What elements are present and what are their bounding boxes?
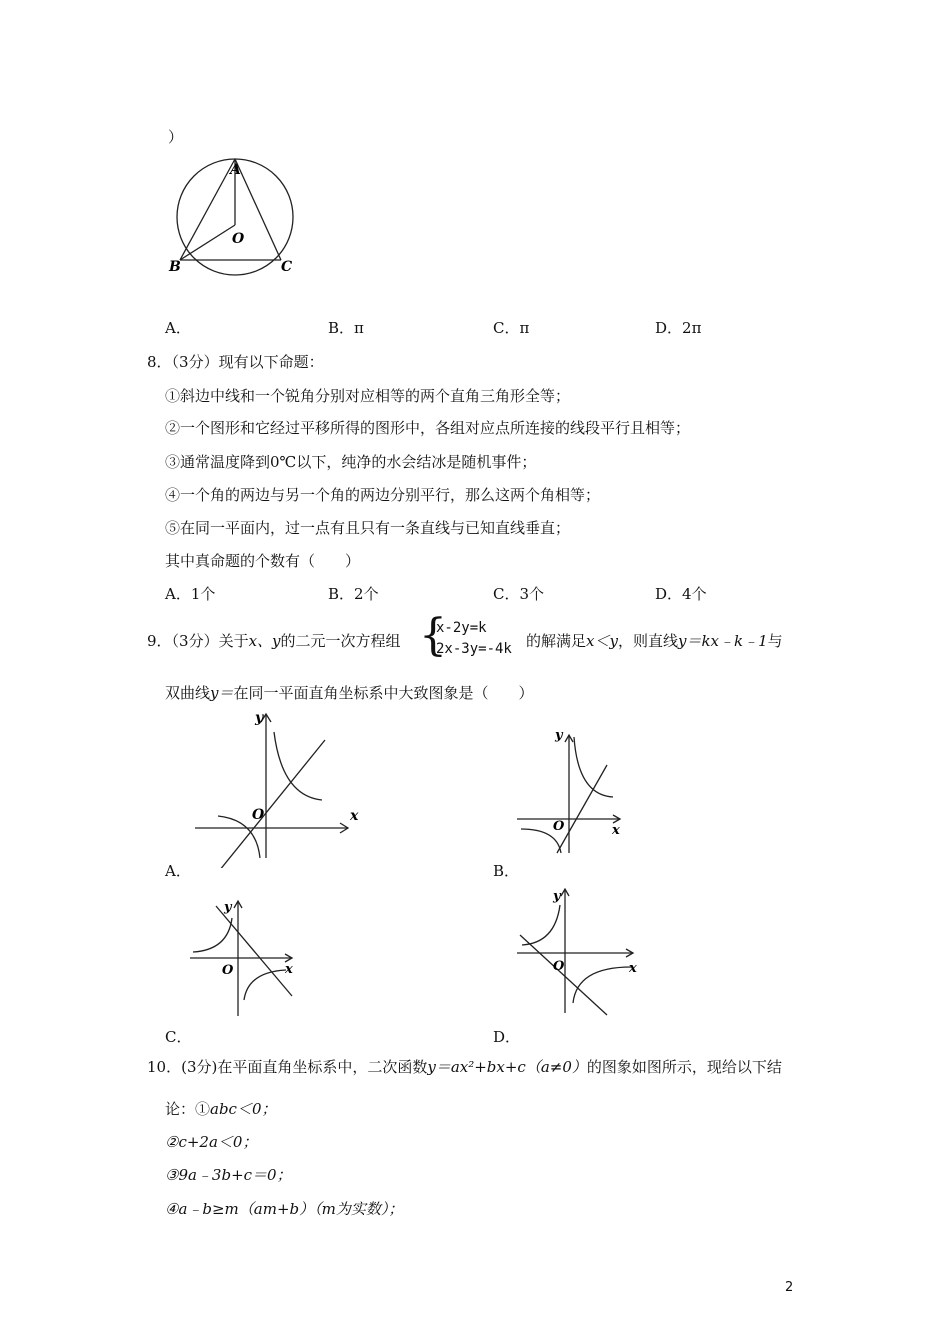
q8-option-d: D．4个 — [655, 585, 707, 603]
q10-conclusion-1: 论：①abc＜0； — [165, 1100, 277, 1118]
svg-text:y: y — [553, 889, 561, 904]
q8-item-4: ④一个角的两边与另一个角的两边分别平行，那么这两个角相等； — [165, 486, 601, 504]
q9-stem-line1: 9．（3分）关于x、y的二元一次方程组 — [147, 632, 401, 650]
q10-stem-line1: 10．(3分)在平面直角坐标系中，二次函数y＝ax²+bx+c（a≠0）的图象如图所示，现给以下结 — [147, 1058, 782, 1076]
q8-option-a: A．1个 — [165, 585, 216, 603]
svg-text:y: y — [224, 900, 232, 915]
q7-option-d: D．2π — [655, 319, 702, 337]
q7-option-a: A． — [165, 319, 191, 337]
graph-b — [515, 725, 630, 855]
svg-text:O: O — [222, 963, 234, 978]
label-c: C — [281, 259, 293, 275]
q9-stem-line1-cont: 的解满足x＜y，则直线y＝kx﹣k﹣1与 — [526, 632, 783, 650]
q8-item-2: ②一个图形和它经过平移所得的图形中，各组对应点所连接的线段平行且相等； — [165, 419, 691, 437]
q9-option-a: A． — [165, 862, 191, 880]
q8-item-3: ③通常温度降到0℃以下，纯净的水会结冰是随机事件； — [165, 453, 537, 471]
label-b: B — [169, 259, 181, 275]
continuation-paren: ） — [168, 128, 184, 146]
svg-text:x: x — [612, 823, 620, 838]
q10-conclusion-2: ②c+2a＜0； — [165, 1133, 258, 1151]
q8-stem: 8．（3分）现有以下命题： — [147, 353, 324, 371]
system-equations — [436, 618, 512, 660]
svg-text:y: y — [255, 710, 264, 726]
q9-option-c: C． — [165, 1028, 192, 1046]
graph-a — [190, 708, 370, 868]
svg-text:y: y — [555, 728, 563, 743]
equation-2: 2x-3y=-4k — [436, 641, 512, 657]
q9-option-d: D． — [493, 1028, 521, 1046]
system-brace: { — [419, 610, 447, 661]
graph-d — [515, 885, 643, 1020]
q9-option-b: B． — [493, 862, 520, 880]
graph-c — [188, 896, 303, 1020]
q7-circle-figure — [160, 155, 310, 285]
svg-text:x: x — [629, 961, 637, 976]
q8-question: 其中真命题的个数有（ ） — [165, 552, 361, 570]
radius-ob — [180, 225, 235, 260]
q7-option-c: C．π — [493, 319, 530, 337]
svg-text:O: O — [553, 819, 565, 834]
svg-text:x: x — [350, 808, 359, 824]
page-number: 2 — [785, 1280, 794, 1295]
q10-conclusion-4: ④a﹣b≥m（am+b）（m为实数）； — [165, 1200, 404, 1218]
q8-item-5: ⑤在同一平面内，过一点有且只有一条直线与已知直线垂直； — [165, 519, 571, 537]
svg-text:x: x — [285, 962, 293, 977]
q8-item-1: ①斜边中线和一个锐角分别对应相等的两个直角三角形全等； — [165, 387, 571, 405]
label-o: O — [232, 231, 245, 247]
label-a: A — [230, 162, 241, 178]
q7-option-b: B．π — [328, 319, 364, 337]
q8-option-c: C．3个 — [493, 585, 545, 603]
equation-1: x-2y=k — [436, 620, 487, 636]
q9-stem-line2: 双曲线y＝在同一平面直角坐标系中大致图象是（ ） — [165, 684, 534, 702]
q10-conclusion-3: ③9a﹣3b+c＝0； — [165, 1166, 292, 1184]
q8-option-b: B．2个 — [328, 585, 379, 603]
svg-text:O: O — [553, 959, 565, 974]
svg-text:O: O — [252, 807, 265, 823]
side-ab — [180, 159, 235, 260]
